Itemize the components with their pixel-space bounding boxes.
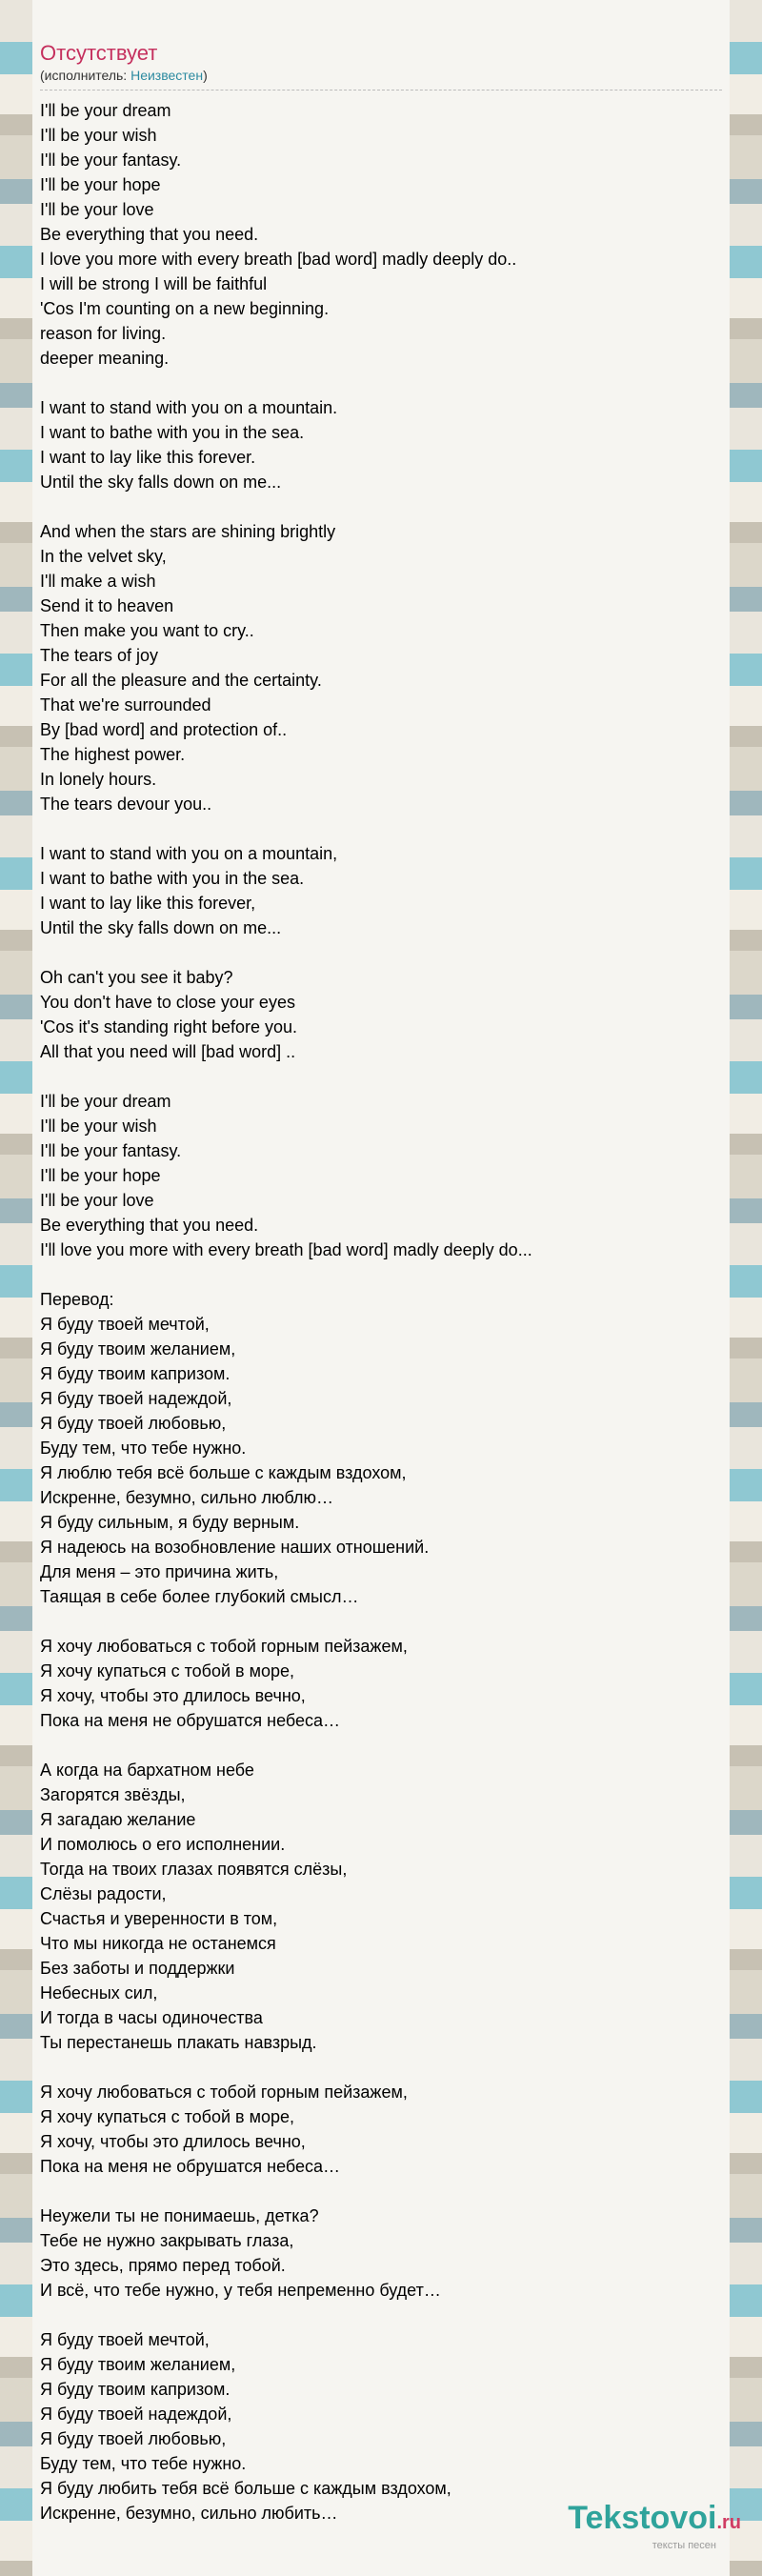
lyric-line: I'll be your hope [40,1166,161,1185]
lyric-line: Я хочу, чтобы это длилось вечно, [40,1686,306,1705]
lyric-line: In the velvet sky, [40,547,167,566]
lyric-line: Until the sky falls down on me... [40,473,282,492]
lyric-line: The tears devour you.. [40,795,212,814]
lyric-line: 'Cos I'm counting on a new beginning. [40,299,330,318]
lyric-line: I want to stand with you on a mountain, [40,844,338,863]
stanza-break [40,1064,722,1089]
lyric-line: I'll be your dream [40,101,171,120]
song-title: Отсутствует [40,41,158,65]
lyric-line: Oh can't you see it baby? [40,968,233,987]
lyric-line: The highest power. [40,745,186,764]
lyrics-text [40,98,722,2526]
lyric-line: Искренне, безумно, сильно люблю… [40,1488,334,1507]
lyric-line: I'll be your love [40,1191,154,1210]
logo-brand: Tekstovoi [568,2500,717,2536]
lyric-line: Be everything that you need. [40,225,259,244]
lyric-line: Я хочу купаться с тобой в море, [40,1661,295,1680]
lyric-line: I'll be your fantasy. [40,151,182,170]
lyric-line: Я буду твоей надеждой, [40,2405,232,2424]
lyric-line: Until the sky falls down on me... [40,918,282,937]
lyric-line: Я буду твоей любовью, [40,2429,227,2448]
lyric-line: И всё, что тебе нужно, у тебя непременно будет… [40,2281,441,2300]
lyric-line: Я хочу любоваться с тобой горным пейзажем, [40,2083,408,2102]
lyric-line: Перевод: [40,1290,114,1309]
stanza-break [40,2303,722,2327]
lyric-line: Что мы никогда не останемся [40,1934,276,1953]
lyric-line: I want to bathe with you in the sea. [40,869,305,888]
stanza-break [40,940,722,965]
stanza-break [40,2055,722,2080]
lyric-line: Без заботы и поддержки [40,1959,235,1978]
lyric-line: 'Cos it's standing right before you. [40,1017,298,1036]
lyric-line: Я буду твоей мечтой, [40,2330,210,2349]
lyric-line: Я загадаю желание [40,1810,196,1829]
stanza-break [40,816,722,841]
lyric-line: You don't have to close your eyes [40,993,295,1012]
lyric-line: The tears of joy [40,646,159,665]
lyric-line: Небесных сил, [40,1983,158,2002]
artist-link[interactable]: Неизвестен [130,68,204,83]
lyric-line: Слёзы радости, [40,1884,167,1903]
lyric-line: I'll make a wish [40,572,156,591]
lyric-line: Тогда на твоих глазах появятся слёзы, [40,1860,348,1879]
lyric-line: Я буду твоим желанием, [40,1339,236,1358]
lyric-line: И помолюсь о его исполнении. [40,1835,286,1854]
lyric-line: By [bad word] and protection of.. [40,720,288,739]
lyric-line: Тебе не нужно закрывать глаза, [40,2231,294,2250]
lyric-line: All that you need will [bad word] .. [40,1042,296,1061]
artist-line [40,67,722,91]
lyric-line: I will be strong I will be faithful [40,274,268,293]
lyric-line: Я буду твоей надеждой, [40,1389,232,1408]
lyric-line: Then make you want to cry.. [40,621,254,640]
site-logo[interactable] [568,2501,741,2551]
lyric-line: I want to lay like this forever. [40,448,256,467]
lyric-line: I'll be your fantasy. [40,1141,182,1160]
artist-suffix: ) [203,68,208,83]
lyric-line: Неужели ты не понимаешь, детка? [40,2206,319,2225]
lyric-line: Таящая в себе более глубокий смысл… [40,1587,359,1606]
lyric-line: Я буду любить тебя всё больше с каждым вздохом, [40,2479,451,2498]
lyric-line: I want to lay like this forever, [40,894,256,913]
lyric-line: Ты перестанешь плакать навзрыд. [40,2033,317,2052]
lyric-line: Я буду твоим капризом. [40,1364,231,1383]
lyric-line: Я надеюсь на возобновление наших отношений. [40,1538,430,1557]
lyric-line: Искренне, безумно, сильно любить… [40,2504,338,2523]
lyric-line: Я буду сильным, я буду верным. [40,1513,300,1532]
lyric-line: Send it to heaven [40,596,174,615]
lyric-line: That we're surrounded [40,695,211,714]
lyric-line: Я буду твоей мечтой, [40,1315,210,1334]
lyric-line: И тогда в часы одиночества [40,2008,263,2027]
lyric-line: Be everything that you need. [40,1216,259,1235]
lyric-line: reason for living. [40,324,167,343]
logo-wordmark [568,2501,741,2540]
lyric-line: In lonely hours. [40,770,157,789]
lyric-line: I want to stand with you on a mountain. [40,398,338,417]
lyric-line: Счастья и уверенности в том, [40,1909,278,1928]
lyric-line: I'll be your love [40,200,154,219]
lyric-line: deeper meaning. [40,349,170,368]
stanza-break [40,1262,722,1287]
logo-tagline: тексты песен [652,2540,716,2551]
lyric-line: Пока на меня не обрушатся небеса… [40,1711,341,1730]
lyric-line: Загорятся звёзды, [40,1785,186,1804]
lyric-line: I'll be your wish [40,126,157,145]
stanza-break [40,494,722,519]
lyric-line: Я буду твоим капризом. [40,2380,231,2399]
lyric-line: А когда на бархатном небе [40,1761,254,1780]
logo-tld: .ru [716,2512,741,2533]
lyric-line: I'll be your wish [40,1117,157,1136]
stanza-break [40,1609,722,1634]
lyric-line: I'll be your dream [40,1092,171,1111]
lyric-line: Буду тем, что тебе нужно. [40,1439,247,1458]
lyric-line: Я хочу купаться с тобой в море, [40,2107,295,2126]
lyric-line: And when the stars are shining brightly [40,522,336,541]
lyric-line: Я хочу, чтобы это длилось вечно, [40,2132,306,2151]
lyric-line: I love you more with every breath [bad word] madly deeply do.. [40,250,517,269]
stanza-break [40,371,722,395]
stanza-break [40,2179,722,2204]
lyric-line: I'll be your hope [40,175,161,194]
lyric-line: Пока на меня не обрушатся небеса… [40,2157,341,2176]
lyric-line: For all the pleasure and the certainty. [40,671,322,690]
lyric-line: I want to bathe with you in the sea. [40,423,305,442]
lyric-line: I'll love you more with every breath [bad word] madly deeply do... [40,1240,532,1259]
lyric-line: Я буду твоим желанием, [40,2355,236,2374]
lyric-line: Это здесь, прямо перед тобой. [40,2256,286,2275]
lyric-line: Буду тем, что тебе нужно. [40,2454,247,2473]
artist-prefix: (исполнитель: [40,68,131,83]
lyric-line: Я хочу любоваться с тобой горным пейзажем, [40,1637,408,1656]
stanza-break [40,1733,722,1758]
lyrics-card [32,0,730,2576]
lyric-line: Для меня – это причина жить, [40,1562,279,1581]
lyric-line: Я буду твоей любовью, [40,1414,227,1433]
lyric-line: Я люблю тебя всё больше с каждым вздохом, [40,1463,407,1482]
